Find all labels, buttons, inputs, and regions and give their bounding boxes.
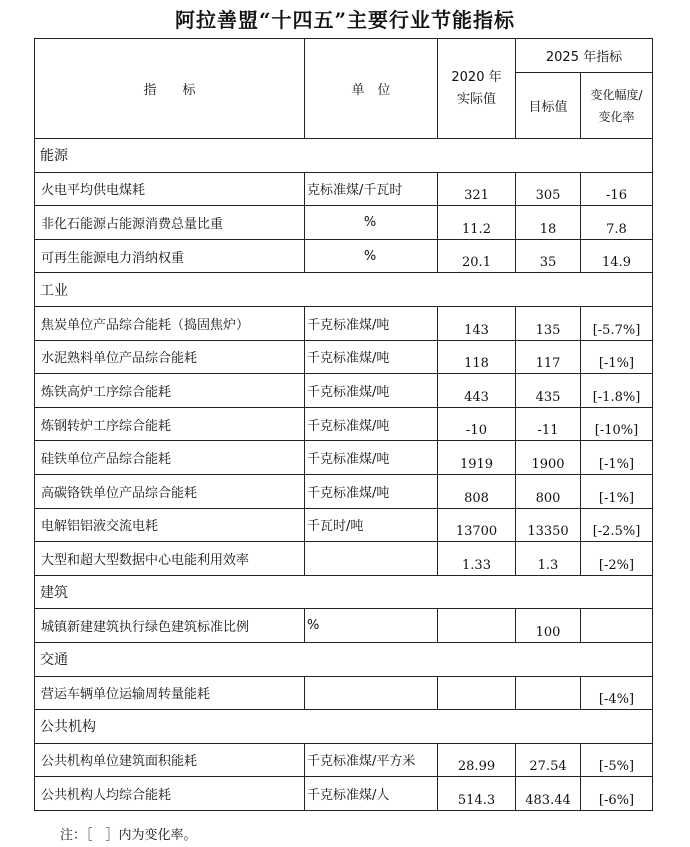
change-cell: [-5%]	[581, 743, 653, 777]
indicator-cell: 高碳铬铁单位产品综合能耗	[35, 474, 305, 508]
header-change-line1: 变化幅度/	[590, 87, 643, 102]
indicator-cell: 营运车辆单位运输周转量能耗	[35, 676, 305, 710]
actual-2020-cell	[438, 609, 516, 643]
category-label: 交通	[35, 642, 653, 676]
indicator-cell: 城镇新建建筑执行绿色建筑标准比例	[35, 609, 305, 643]
indicator-cell: 公共机构单位建筑面积能耗	[35, 743, 305, 777]
page-title: 阿拉善盟“十四五”主要行业节能指标	[174, 8, 515, 32]
actual-2020-cell: 20.1	[438, 239, 516, 273]
change-cell: [-5.7%]	[581, 306, 653, 340]
indicator-cell: 硅铁单位产品综合能耗	[35, 441, 305, 475]
target-2025-cell: 435	[516, 374, 581, 408]
unit-cell: %	[305, 206, 438, 240]
unit-cell: 千克标准煤/吨	[305, 374, 438, 408]
header-change-line2: 变化率	[598, 109, 635, 124]
indicator-cell: 电解铝铝液交流电耗	[35, 508, 305, 542]
indicators-table	[34, 38, 653, 811]
table-row	[35, 239, 653, 273]
change-cell	[581, 609, 653, 643]
unit-cell	[305, 542, 438, 576]
table-row	[35, 743, 653, 777]
target-2025-cell: 800	[516, 474, 581, 508]
header-actual-2020	[438, 39, 516, 139]
header-indicator: 指 标	[35, 39, 305, 139]
change-cell: [-10%]	[581, 407, 653, 441]
header-target-2025: 2025 年指标	[516, 39, 653, 73]
table-row	[35, 407, 653, 441]
header-actual-2020-label: 实际值	[456, 91, 496, 107]
change-cell: [-2%]	[581, 542, 653, 576]
target-2025-cell: 483.44	[516, 777, 581, 811]
table-row	[35, 542, 653, 576]
table-row	[35, 676, 653, 710]
indicator-cell: 炼铁高炉工序综合能耗	[35, 374, 305, 408]
actual-2020-cell: -10	[438, 407, 516, 441]
unit-cell: 克标准煤/千瓦时	[305, 172, 438, 206]
table-row	[35, 441, 653, 475]
indicator-cell: 大型和超大型数据中心电能利用效率	[35, 542, 305, 576]
unit-cell: 千克标准煤/人	[305, 777, 438, 811]
target-2025-cell: 100	[516, 609, 581, 643]
actual-2020-cell: 321	[438, 172, 516, 206]
target-2025-cell	[516, 676, 581, 710]
indicator-cell: 水泥熟料单位产品综合能耗	[35, 340, 305, 374]
header-unit: 单 位	[305, 39, 438, 139]
table-row	[35, 777, 653, 811]
target-2025-cell: 1.3	[516, 542, 581, 576]
change-cell: [-1%]	[581, 474, 653, 508]
target-2025-cell: 117	[516, 340, 581, 374]
target-2025-cell: 1900	[516, 441, 581, 475]
category-row	[35, 273, 653, 307]
indicator-cell: 炼钢转炉工序综合能耗	[35, 407, 305, 441]
change-cell: [-6%]	[581, 777, 653, 811]
category-label: 建筑	[35, 575, 653, 609]
change-cell: [-1%]	[581, 340, 653, 374]
change-cell: [-4%]	[581, 676, 653, 710]
indicator-cell: 火电平均供电煤耗	[35, 172, 305, 206]
unit-cell: 千瓦时/吨	[305, 508, 438, 542]
category-label: 公共机构	[35, 710, 653, 744]
actual-2020-cell: 143	[438, 306, 516, 340]
category-label: 工业	[35, 273, 653, 307]
actual-2020-cell: 118	[438, 340, 516, 374]
indicator-cell: 可再生能源电力消纳权重	[35, 239, 305, 273]
change-cell: 14.9	[581, 239, 653, 273]
actual-2020-cell	[438, 676, 516, 710]
unit-cell: 千克标准煤/吨	[305, 407, 438, 441]
target-2025-cell: 18	[516, 206, 581, 240]
indicator-cell: 非化石能源占能源消费总量比重	[35, 206, 305, 240]
category-row	[35, 710, 653, 744]
actual-2020-cell: 13700	[438, 508, 516, 542]
actual-2020-cell: 1.33	[438, 542, 516, 576]
header-change	[581, 73, 653, 139]
actual-2020-cell: 28.99	[438, 743, 516, 777]
table-row	[35, 306, 653, 340]
actual-2020-cell: 11.2	[438, 206, 516, 240]
table-note: 注：［ ］内为变化率。	[60, 828, 197, 843]
unit-cell	[305, 676, 438, 710]
change-cell: -16	[581, 172, 653, 206]
category-row	[35, 642, 653, 676]
table-row	[35, 172, 653, 206]
target-2025-cell: 27.54	[516, 743, 581, 777]
table-row	[35, 508, 653, 542]
actual-2020-cell: 808	[438, 474, 516, 508]
target-2025-cell: 305	[516, 172, 581, 206]
category-row	[35, 139, 653, 173]
table-row	[35, 609, 653, 643]
actual-2020-cell: 514.3	[438, 777, 516, 811]
table-row	[35, 206, 653, 240]
unit-cell: 千克标准煤/平方米	[305, 743, 438, 777]
indicator-cell: 公共机构人均综合能耗	[35, 777, 305, 811]
target-2025-cell: 13350	[516, 508, 581, 542]
target-2025-cell: -11	[516, 407, 581, 441]
actual-2020-cell: 443	[438, 374, 516, 408]
change-cell: [-1.8%]	[581, 374, 653, 408]
change-cell: [-1%]	[581, 441, 653, 475]
header-actual-2020-year: 2020 年	[451, 69, 502, 85]
unit-cell: %	[305, 239, 438, 273]
table-body	[35, 139, 653, 811]
category-row	[35, 575, 653, 609]
change-cell: [-2.5%]	[581, 508, 653, 542]
indicator-cell: 焦炭单位产品综合能耗（捣固焦炉）	[35, 306, 305, 340]
unit-cell: 千克标准煤/吨	[305, 474, 438, 508]
target-2025-cell: 135	[516, 306, 581, 340]
unit-cell: 千克标准煤/吨	[305, 306, 438, 340]
unit-cell: 千克标准煤/吨	[305, 340, 438, 374]
table-row	[35, 474, 653, 508]
category-label: 能源	[35, 139, 653, 173]
unit-cell: 千克标准煤/吨	[305, 441, 438, 475]
target-2025-cell: 35	[516, 239, 581, 273]
table-row	[35, 374, 653, 408]
table-row	[35, 340, 653, 374]
change-cell: 7.8	[581, 206, 653, 240]
unit-cell: %	[305, 609, 438, 643]
header-target-value: 目标值	[516, 73, 581, 139]
actual-2020-cell: 1919	[438, 441, 516, 475]
